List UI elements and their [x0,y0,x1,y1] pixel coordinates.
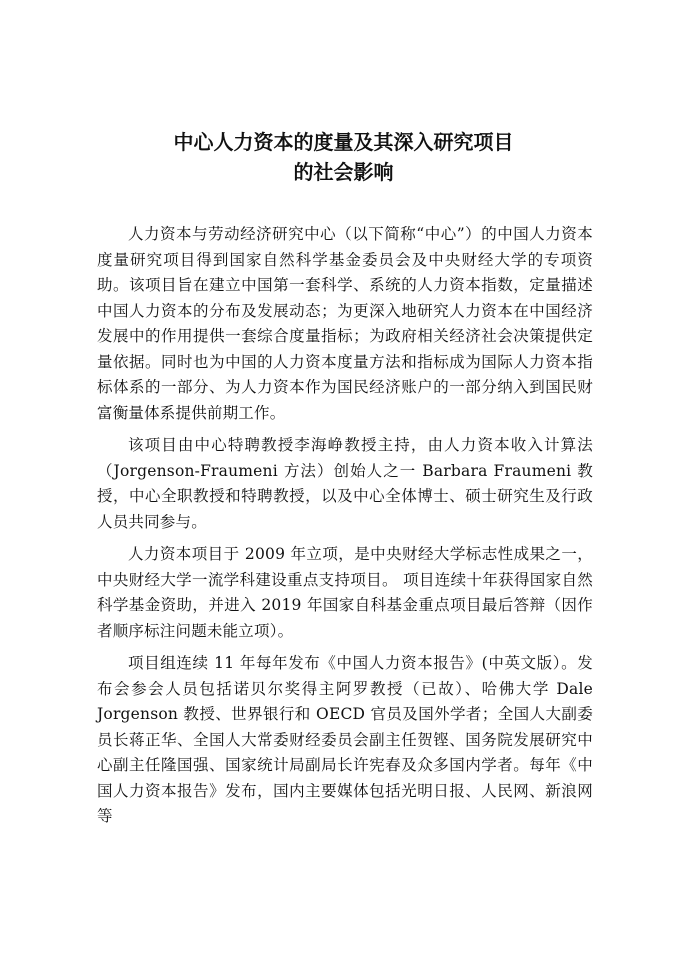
paragraph-2: 该项目由中心特聘教授李海峥教授主持，由人力资本收入计算法（Jorgenson-Fraumeni 方法）创始人之一 Barbara Fraumeni 教授，中心全职教授和特聘教授，以及中心全体博士、硕士研究生及行政人员共同参与。 [97,436,593,531]
paragraph-1: 人力资本与劳动经济研究中心（以下简称“中心”）的中国人力资本度量研究项目得到国家自然科学基金委员会及中央财经大学的专项资助。该项目旨在建立中国第一套科学、系统的人力资本指数，定量描述中国人力资本的分布及发展动态；为更深入地研究人力资本在中国经济发展中的作用提供一套综合度量指标；为政府相关经济社会决策提供定量依据。同时也为中国的人力资本度量方法和指标成为国际人力资本指标体系的一部分、为人力资本作为国民经济账户的一部分纳入到国民财富衡量体系提供前期工作。 [97,225,593,422]
paragraph-4: 项目组连续 11 年每年发布《中国人力资本报告》(中英文版）。发布会参会人员包括诺贝尔奖得主阿罗教授（已故）、哈佛大学 Dale Jorgenson 教授、世界银行和 OECD 官员及国外学者；全国人大副委员长蒋正华、全国人大常委财经委员会副主任贺铿、国务院发展研究中心副主任隆国强、国家统计局副局长许宪春及众多国内学者。每年《中国人力资本报告》发布，国内主要媒体包括光明日报、人民网、新浪网等 [97,654,593,825]
document-title-line-2: 的社会影响 [293,160,394,184]
document-body [97,222,593,837]
document-title-line-1: 中心人力资本的度量及其深入研究项目 [173,130,514,154]
paragraph-3: 人力资本项目于 2009 年立项，是中央财经大学标志性成果之一，中央财经大学一流学科建设重点支持项目。 项目连续十年获得国家自然科学基金资助，并进入 2019 年国家自科基金重点项目最后答辩（因作者顺序标注问题未能立项）。 [97,545,593,640]
